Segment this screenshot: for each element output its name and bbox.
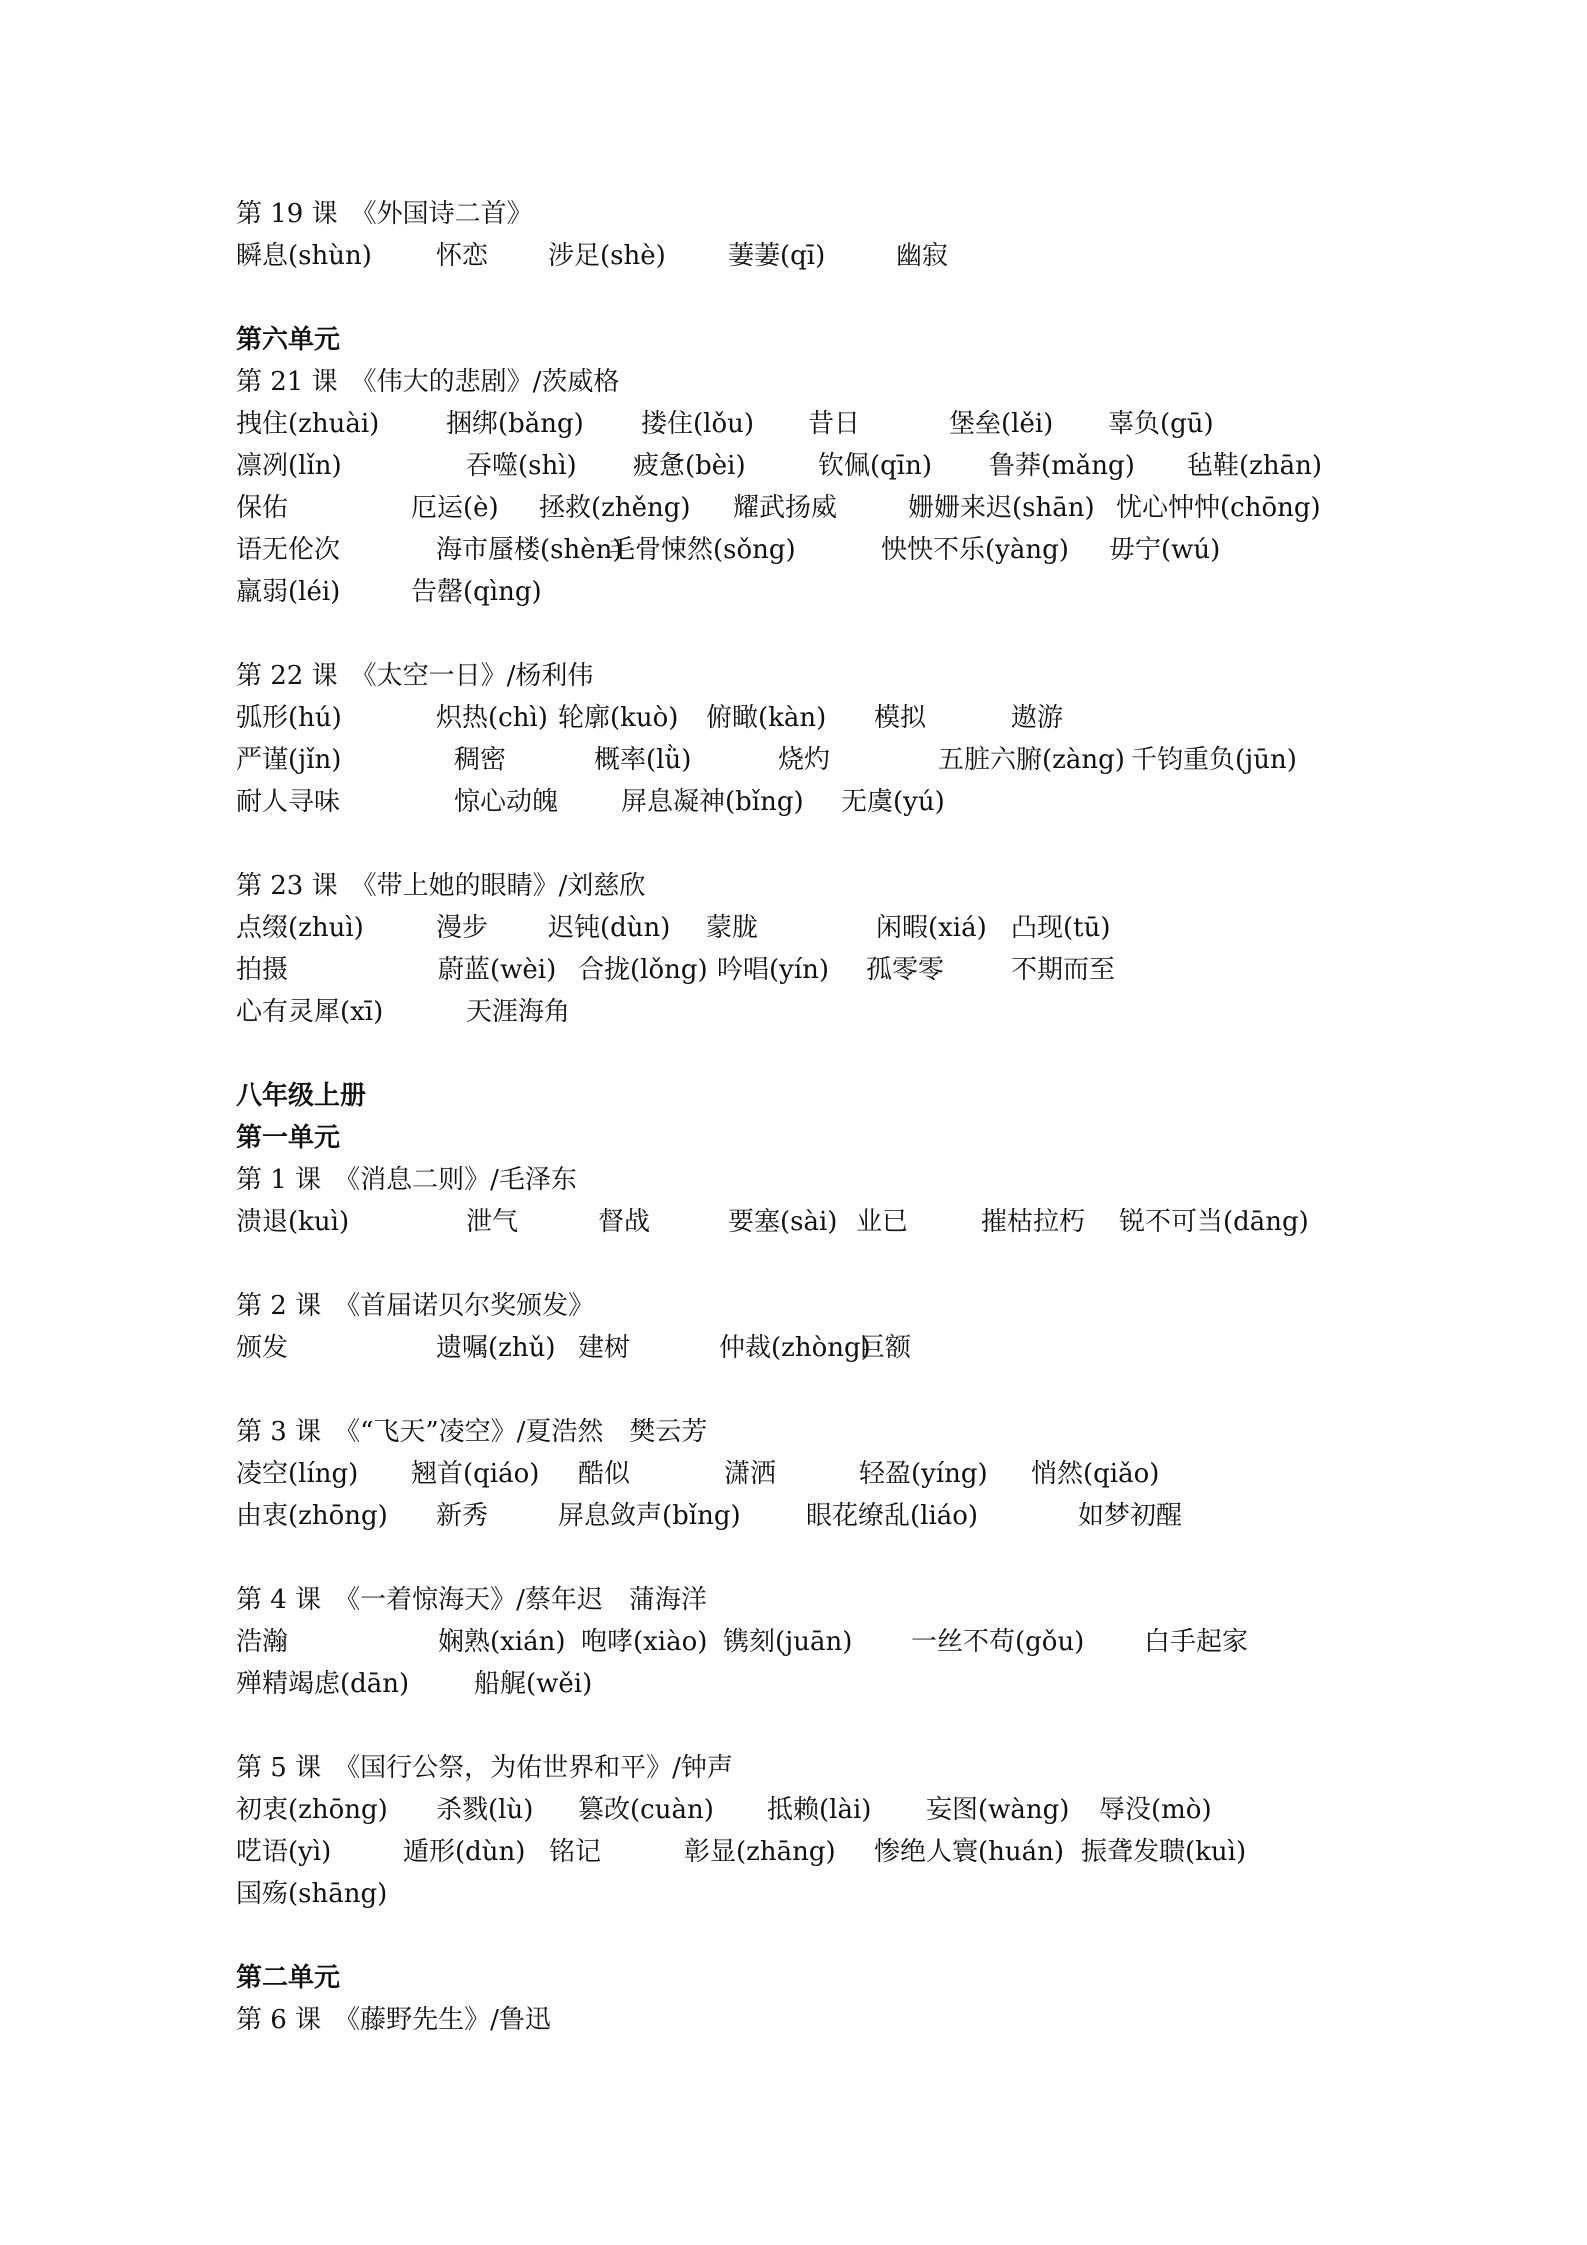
vocab-term: 惊心动魄 xyxy=(454,787,559,817)
blank-line xyxy=(236,823,1467,865)
vocab-term: 巨额 xyxy=(859,1333,912,1363)
vocab-term: 羸弱(léi) xyxy=(236,577,341,607)
lesson-title: 第 22 课 《太空一日》/杨利伟 xyxy=(236,661,594,691)
vocab-term: 殚精竭虑(dān) xyxy=(236,1669,410,1699)
vocab-term: 千钧重负(jūn) xyxy=(1131,745,1297,775)
vocab-row xyxy=(236,235,1467,277)
vocab-term: 烧灼 xyxy=(778,745,831,775)
vocab-term: 蔚蓝(wèi) xyxy=(438,955,557,985)
vocab-term: 新秀 xyxy=(436,1501,489,1531)
vocab-term: 轮廓(kuò) xyxy=(558,703,679,733)
vocab-term: 摧枯拉朽 xyxy=(981,1207,1086,1237)
vocab-row xyxy=(236,403,1467,445)
lesson-title: 第 3 课 《“飞天”凌空》/夏浩然 樊云芳 xyxy=(236,1417,708,1447)
vocab-term: 堡垒(lěi) xyxy=(949,409,1054,439)
blank-line xyxy=(236,1915,1467,1957)
vocab-row xyxy=(236,445,1467,487)
vocab-term: 捆绑(bǎng) xyxy=(446,409,584,439)
vocab-row xyxy=(236,1201,1467,1243)
unit-heading: 第六单元 xyxy=(236,325,341,355)
vocab-term: 钦佩(qīn) xyxy=(818,451,932,481)
vocab-term: 辜负(gū) xyxy=(1108,409,1214,439)
vocab-row xyxy=(236,949,1467,991)
vocab-term: 萋萋(qī) xyxy=(728,241,826,271)
vocab-term: 镌刻(juān) xyxy=(723,1627,853,1657)
vocab-term: 辱没(mò) xyxy=(1099,1795,1212,1825)
vocab-term: 闲暇(xiá) xyxy=(876,913,987,943)
lesson-title: 第 23 课 《带上她的眼睛》/刘慈欣 xyxy=(236,871,646,901)
vocab-term: 模拟 xyxy=(874,703,927,733)
unit-heading: 八年级上册 xyxy=(236,1081,367,1111)
vocab-row xyxy=(236,907,1467,949)
vocab-term: 迟钝(dùn) xyxy=(548,913,671,943)
vocab-term: 稠密 xyxy=(454,745,507,775)
vocab-term: 眼花缭乱(liáo) xyxy=(806,1501,979,1531)
vocab-term: 姗姗来迟(shān) xyxy=(908,493,1095,523)
vocab-term: 白手起家 xyxy=(1144,1627,1249,1657)
vocab-row xyxy=(236,781,1467,823)
vocab-term: 搂住(lǒu) xyxy=(641,409,755,439)
vocab-term: 怏怏不乐(yàng) xyxy=(881,535,1069,565)
vocab-term: 妄图(wàng) xyxy=(926,1795,1070,1825)
vocab-term: 凌空(líng) xyxy=(236,1459,359,1489)
vocab-term: 合拢(lǒng) xyxy=(578,955,708,985)
vocab-term: 仲裁(zhòng) xyxy=(719,1333,871,1363)
vocab-term: 督战 xyxy=(598,1207,651,1237)
vocab-term: 由衷(zhōng) xyxy=(236,1501,388,1531)
vocab-term: 屏息敛声(bǐng) xyxy=(558,1501,741,1531)
vocab-row xyxy=(236,1789,1467,1831)
vocab-term: 毛骨悚然(sǒng) xyxy=(609,535,796,565)
vocab-term: 彰显(zhāng) xyxy=(684,1837,836,1867)
vocab-term: 耀武扬威 xyxy=(733,493,838,523)
vocab-term: 海市蜃楼(shèn) xyxy=(436,535,623,565)
vocab-term: 心有灵犀(xī) xyxy=(236,997,384,1027)
vocab-row xyxy=(236,1621,1467,1663)
vocab-term: 拯救(zhěng) xyxy=(539,493,691,523)
vocab-term: 溃退(kuì) xyxy=(236,1207,350,1237)
vocab-term: 遁形(dùn) xyxy=(403,1837,526,1867)
vocab-term: 咆哮(xiào) xyxy=(581,1627,708,1657)
vocab-term: 屏息凝神(bǐng) xyxy=(621,787,804,817)
blank-line xyxy=(236,1705,1467,1747)
vocab-row xyxy=(236,571,1467,613)
vocab-term: 船艉(wěi) xyxy=(474,1669,593,1699)
vocab-term: 酷似 xyxy=(578,1459,631,1489)
vocab-row xyxy=(236,697,1467,739)
vocab-term: 建树 xyxy=(578,1333,631,1363)
vocab-term: 遗嘱(zhǔ) xyxy=(436,1333,556,1363)
vocab-term: 国殇(shāng) xyxy=(236,1879,388,1909)
vocab-term: 怀恋 xyxy=(436,241,489,271)
vocab-term: 篡改(cuàn) xyxy=(578,1795,714,1825)
vocab-term: 要塞(sài) xyxy=(728,1207,838,1237)
vocab-term: 俯瞰(kàn) xyxy=(706,703,827,733)
vocab-term: 凛冽(lǐn) xyxy=(236,451,342,481)
blank-line xyxy=(236,613,1467,655)
vocab-term: 厄运(è) xyxy=(411,493,499,523)
vocab-term: 漫步 xyxy=(436,913,489,943)
vocab-term: 瞬息(shùn) xyxy=(236,241,372,271)
vocab-term: 昔日 xyxy=(808,409,861,439)
vocab-term: 悄然(qiǎo) xyxy=(1031,1459,1160,1489)
blank-line xyxy=(236,277,1467,319)
vocab-row xyxy=(236,1327,1467,1369)
blank-line xyxy=(236,1369,1467,1411)
vocab-term: 点缀(zhuì) xyxy=(236,913,364,943)
vocab-term: 天涯海角 xyxy=(466,997,571,1027)
lesson-title: 第 21 课 《伟大的悲剧》/茨威格 xyxy=(236,367,620,397)
vocab-term: 如梦初醒 xyxy=(1078,1501,1183,1531)
vocab-term: 保佑 xyxy=(236,493,289,523)
vocab-term: 孤零零 xyxy=(866,955,945,985)
vocab-term: 涉足(shè) xyxy=(548,241,666,271)
vocab-term: 初衷(zhōng) xyxy=(236,1795,388,1825)
vocab-term: 振聋发聩(kuì) xyxy=(1081,1837,1247,1867)
vocab-row xyxy=(236,1831,1467,1873)
vocab-row xyxy=(236,991,1467,1033)
vocab-term: 五脏六腑(zàng) xyxy=(938,745,1125,775)
vocab-term: 轻盈(yíng) xyxy=(859,1459,988,1489)
vocab-term: 概率(lǜ) xyxy=(594,745,692,775)
vocab-row xyxy=(236,1495,1467,1537)
vocab-term: 拍摄 xyxy=(236,955,289,985)
vocab-term: 惨绝人寰(huán) xyxy=(874,1837,1065,1867)
vocab-term: 业已 xyxy=(856,1207,909,1237)
vocab-term: 语无伦次 xyxy=(236,535,341,565)
lesson-title: 第 1 课 《消息二则》/毛泽东 xyxy=(236,1165,577,1195)
blank-line xyxy=(236,1537,1467,1579)
vocab-term: 吞噬(shì) xyxy=(466,451,577,481)
lesson-title: 第 6 课 《藤野先生》/鲁迅 xyxy=(236,2005,551,2035)
lesson-title: 第 19 课 《外国诗二首》 xyxy=(236,199,533,229)
vocab-term: 翘首(qiáo) xyxy=(411,1459,540,1489)
vocab-term: 蒙胧 xyxy=(706,913,759,943)
blank-line xyxy=(236,1033,1467,1075)
vocab-term: 不期而至 xyxy=(1011,955,1116,985)
vocab-row xyxy=(236,739,1467,781)
vocab-term: 弧形(hú) xyxy=(236,703,342,733)
vocab-term: 一丝不苟(gǒu) xyxy=(911,1627,1085,1657)
vocab-term: 炽热(chì) xyxy=(436,703,548,733)
vocab-row xyxy=(236,1663,1467,1705)
vocab-term: 凸现(tū) xyxy=(1011,913,1111,943)
vocab-term: 疲惫(bèi) xyxy=(633,451,746,481)
vocab-term: 吟唱(yín) xyxy=(717,955,830,985)
vocab-row xyxy=(236,1873,1467,1915)
vocab-term: 锐不可当(dāng) xyxy=(1119,1207,1309,1237)
vocab-term: 浩瀚 xyxy=(236,1627,289,1657)
vocab-term: 拽住(zhuài) xyxy=(236,409,380,439)
vocab-term: 鲁莽(mǎng) xyxy=(989,451,1135,481)
unit-heading: 第一单元 xyxy=(236,1123,341,1153)
vocab-term: 忧心忡忡(chōng) xyxy=(1116,493,1321,523)
vocab-term: 毋宁(wú) xyxy=(1109,535,1221,565)
vocab-term: 遨游 xyxy=(1011,703,1064,733)
vocab-term: 幽寂 xyxy=(896,241,949,271)
vocab-term: 娴熟(xián) xyxy=(438,1627,566,1657)
vocab-row xyxy=(236,487,1467,529)
vocab-term: 颁发 xyxy=(236,1333,289,1363)
vocab-term: 无虞(yú) xyxy=(841,787,945,817)
lesson-title: 第 4 课 《一着惊海天》/蔡年迟 蒲海洋 xyxy=(236,1585,707,1615)
vocab-term: 耐人寻味 xyxy=(236,787,341,817)
vocab-term: 告罄(qìng) xyxy=(411,577,542,607)
vocab-term: 抵赖(lài) xyxy=(767,1795,872,1825)
unit-heading: 第二单元 xyxy=(236,1963,341,1993)
blank-line xyxy=(236,1243,1467,1285)
lesson-title: 第 2 课 《首届诺贝尔奖颁发》 xyxy=(236,1291,595,1321)
vocab-term: 铭记 xyxy=(549,1837,602,1867)
vocab-term: 潇洒 xyxy=(724,1459,777,1489)
vocab-term: 毡鞋(zhān) xyxy=(1187,451,1322,481)
vocab-row xyxy=(236,529,1467,571)
vocab-term: 呓语(yì) xyxy=(236,1837,332,1867)
vocab-term: 杀戮(lù) xyxy=(436,1795,534,1825)
vocab-term: 泄气 xyxy=(466,1207,519,1237)
vocab-term: 严谨(jǐn) xyxy=(236,745,342,775)
vocab-row xyxy=(236,1453,1467,1495)
lesson-title: 第 5 课 《国行公祭，为佑世界和平》/钟声 xyxy=(236,1753,733,1783)
